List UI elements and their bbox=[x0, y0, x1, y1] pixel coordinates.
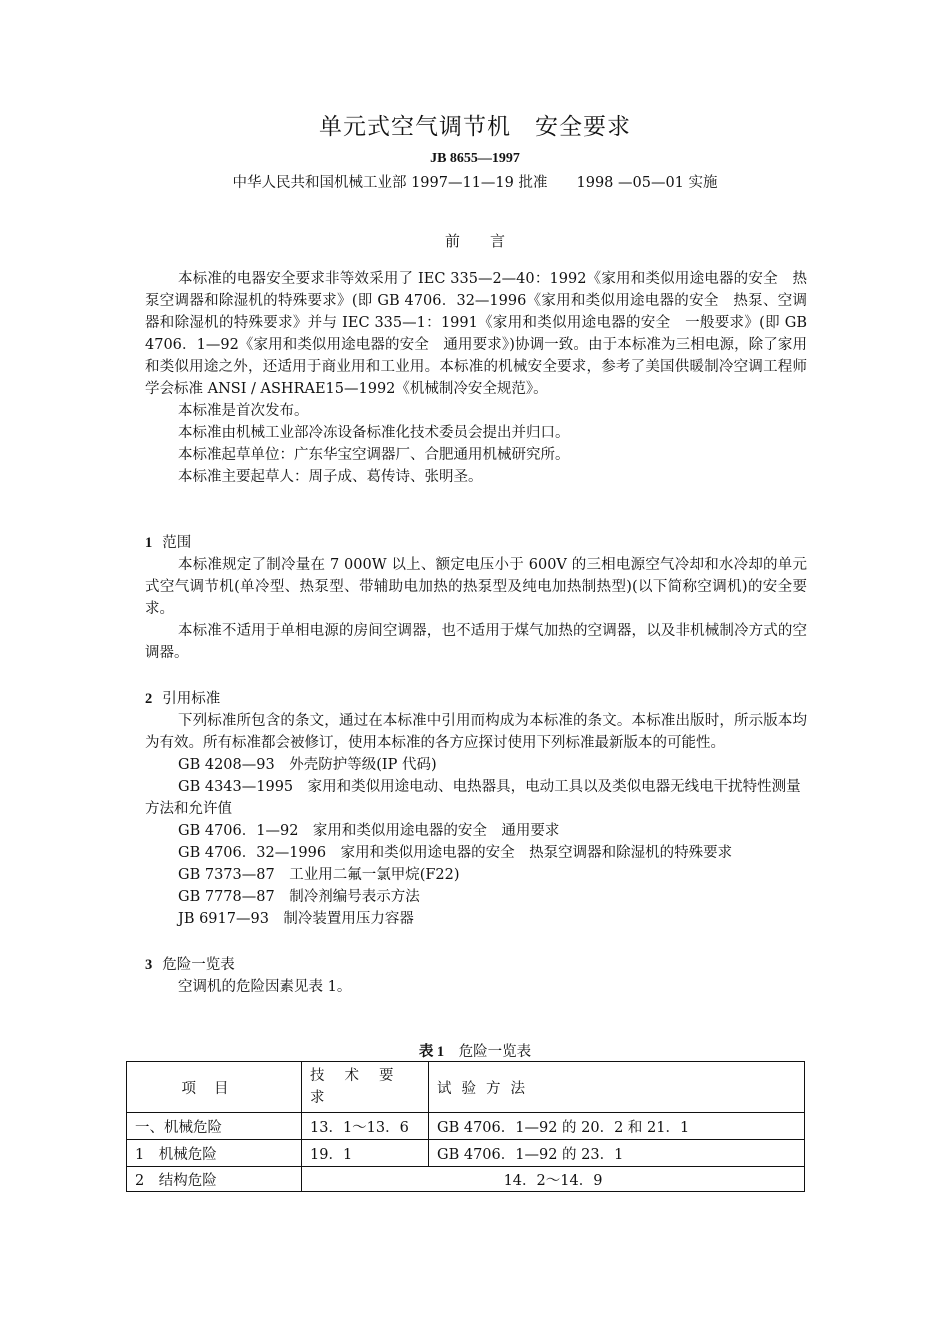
section-title: 危险一览表 bbox=[162, 957, 235, 973]
section-number: 3 bbox=[145, 957, 153, 973]
section-title: 引用标准 bbox=[162, 691, 221, 707]
cell-test: GB 4706．1—92 的 23．1 bbox=[429, 1140, 805, 1167]
section-title: 范围 bbox=[162, 535, 192, 551]
hazard-table bbox=[126, 1061, 805, 1192]
section-number: 1 bbox=[145, 535, 153, 551]
cell-group: 一、机械危险 bbox=[127, 1113, 302, 1140]
cell-tech: 13．1～13．6 bbox=[302, 1113, 429, 1140]
reference-item: GB 7778—87 制冷剂编号表示方法 bbox=[178, 889, 420, 905]
cell-tech: 19．1 bbox=[302, 1140, 429, 1167]
table-caption-label: 表 1 bbox=[418, 1044, 445, 1060]
foreword-paragraph: 本标准是首次发布。 bbox=[178, 403, 309, 419]
cell-item: 1 机械危险 bbox=[127, 1140, 302, 1167]
header-test-method: 试验方法 bbox=[429, 1062, 805, 1113]
table-row bbox=[127, 1113, 805, 1140]
body-text bbox=[145, 268, 807, 998]
section-paragraph: 本标准不适用于单相电源的房间空调器，也不适用于煤气加热的空调器，以及非机械制冷方式的空调器。 bbox=[145, 623, 807, 661]
foreword-paragraph: 本标准的电器安全要求非等效采用了 IEC 335—2—40：1992《家用和类似用途电器的安全 热泵空调器和除湿机的特殊要求》(即 GB 4706．32—1996《家用和类似用途电器的安全 热泵、空调器和除湿机的特殊要求》并与 IEC 335—1：1991《家用和类似用途电器的安全 一般要求》(即 GB 4706．1—92《家用和类似用途电器的安全 通用要求》)协调一致。由于本标准为三相电源，除了家用和类似用途之外，还适用于商业用和工业用。本标准的机械安全要求，参考了美国供暖制冷空调工程师学会标准 ANSI / ASHRAE15—1992《机械制冷安全规范》。 bbox=[145, 271, 807, 397]
reference-item: GB 4706．32—1996 家用和类似用途电器的安全 热泵空调器和除湿机的特殊要求 bbox=[178, 845, 733, 861]
section-heading bbox=[145, 532, 807, 554]
reference-item: GB 4208—93 外壳防护等级(IP 代码) bbox=[178, 757, 437, 773]
section-heading bbox=[145, 954, 807, 976]
table-row bbox=[127, 1167, 805, 1192]
section-number: 2 bbox=[145, 691, 153, 707]
section-paragraph: 空调机的危险因素见表 1。 bbox=[178, 979, 352, 995]
section-paragraph: 本标准规定了制冷量在 7 000W 以上、额定电压小于 600V 的三相电源空气冷却和水冷却的单元式空气调节机(单冷型、热泵型、带辅助电加热的热泵型及纯电加热制热型)(以下简称空调机)的安全要求。 bbox=[145, 557, 807, 617]
table-caption bbox=[0, 1040, 950, 1061]
foreword-paragraph: 本标准主要起草人：周子成、葛传诗、张明圣。 bbox=[178, 469, 483, 485]
cell-merged: 14．2～14．9 bbox=[302, 1167, 805, 1192]
document-title: 单元式空气调节机 安全要求 bbox=[319, 114, 631, 140]
table-caption-title: 危险一览表 bbox=[458, 1044, 532, 1060]
reference-item: JB 6917—93 制冷装置用压力容器 bbox=[178, 911, 414, 927]
foreword-paragraph: 本标准起草单位：广东华宝空调器厂、合肥通用机械研究所。 bbox=[178, 447, 570, 463]
standard-number: JB 8655—1997 bbox=[430, 151, 520, 166]
foreword-paragraph: 本标准由机械工业部冷冻设备标准化技术委员会提出并归口。 bbox=[178, 425, 570, 441]
table-header-row bbox=[127, 1062, 805, 1113]
reference-item: GB 7373—87 工业用二氟一氯甲烷(F22) bbox=[178, 867, 460, 883]
header-item: 项目 bbox=[127, 1062, 302, 1113]
foreword-heading: 前言 bbox=[444, 232, 535, 250]
cell-item: 2 结构危险 bbox=[127, 1167, 302, 1192]
reference-item: GB 4706．1—92 家用和类似用途电器的安全 通用要求 bbox=[178, 823, 560, 839]
reference-item: GB 4343—1995 家用和类似用途电动、电热器具，电动工具以及类似电器无线电干扰特性测量方法和允许值 bbox=[145, 779, 801, 817]
header-tech-requirement: 技术要求 bbox=[302, 1062, 429, 1113]
section-heading bbox=[145, 688, 807, 710]
approval-line: 中华人民共和国机械工业部 1997—11—19 批准 1998 —05—01 实施 bbox=[232, 175, 718, 191]
section-paragraph: 下列标准所包含的条文，通过在本标准中引用而构成为本标准的条文。本标准出版时，所示版本均为有效。所有标准都会被修订，使用本标准的各方应探讨使用下列标准最新版本的可能性。 bbox=[145, 713, 807, 751]
cell-test: GB 4706．1—92 的 20．2 和 21．1 bbox=[429, 1113, 805, 1140]
